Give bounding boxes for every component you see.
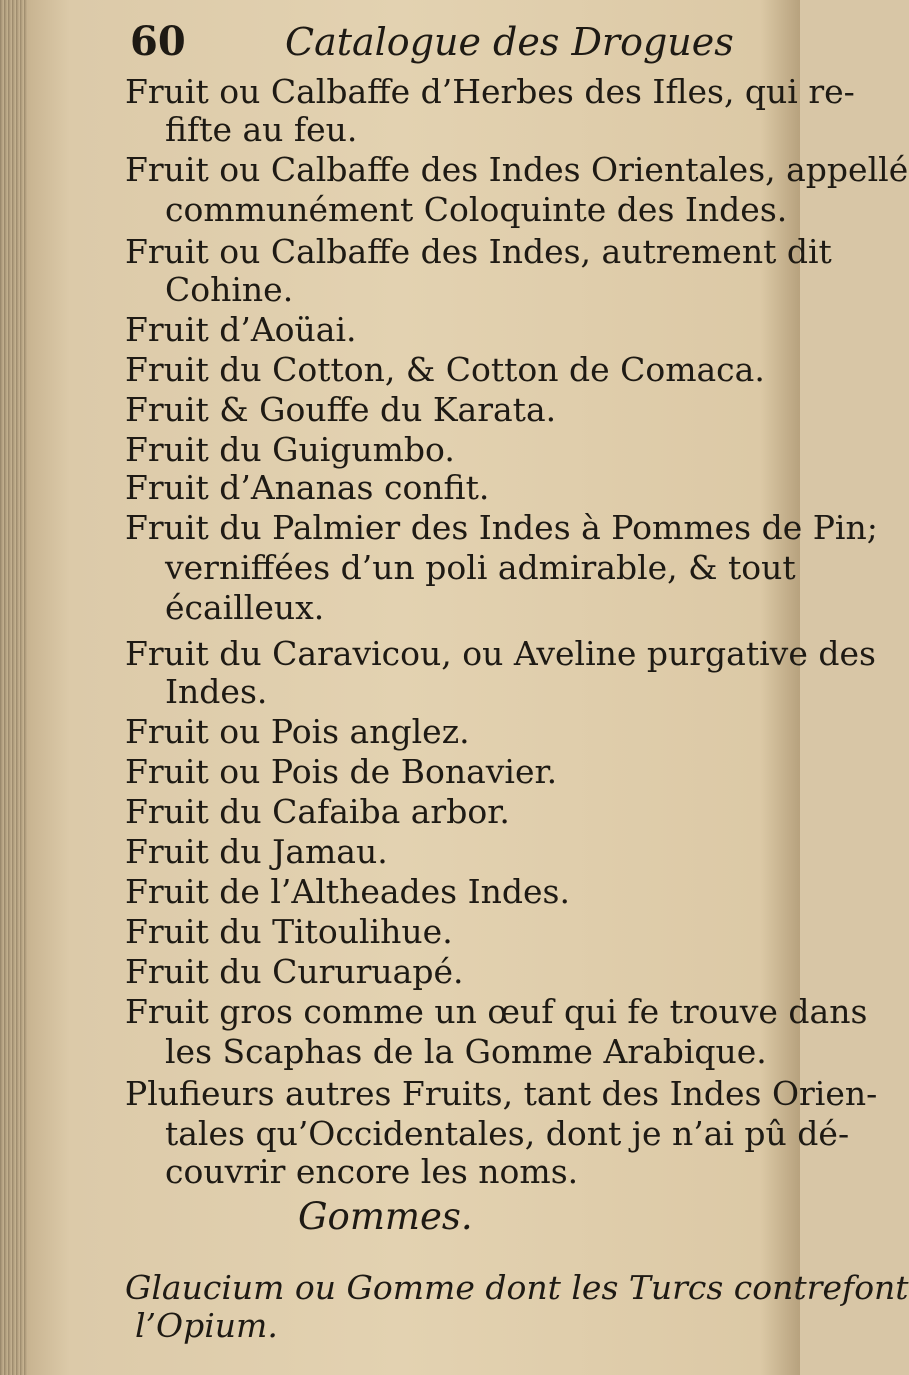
entry-line: Fruit du Guigumbo. <box>125 430 455 469</box>
running-title: Catalogue des Drogues <box>285 20 734 64</box>
entry-line: Fruit du Caravicou, ou Aveline purgative des <box>125 634 876 673</box>
section-heading: Gommes. <box>298 1195 473 1238</box>
entry-line: écailleux. <box>165 588 325 627</box>
entry-line: Fruit du Cotton, & Cotton de Comaca. <box>125 350 765 389</box>
entry-line: Fruit ou Calbaffe des Indes Orientales, appellé <box>125 150 909 189</box>
entry-line: communément Coloquinte des Indes. <box>165 190 788 229</box>
entry-line: Fruit d’Aoüai. <box>125 310 357 349</box>
entry-line: Fruit ou Calbaffe d’Herbes des Ifles, qui re- <box>125 72 855 111</box>
entry-line: les Scaphas de la Gomme Arabique. <box>165 1032 767 1071</box>
entry-line: Fruit d’Ananas confit. <box>125 468 490 507</box>
entry-line: Fruit ou Calbaffe des Indes, autrement dit <box>125 232 832 271</box>
entry-line: Cohine. <box>165 270 294 309</box>
entry-line: verniffées d’un poli admirable, & tout <box>165 548 796 587</box>
page-gutter <box>0 0 28 1375</box>
entry-line: tales qu’Occidentales, dont je n’ai pû dé- <box>165 1114 850 1153</box>
entry-line: Fruit du Cafaiba arbor. <box>125 792 510 831</box>
entry-line: Indes. <box>165 672 268 711</box>
entry-line: Plufieurs autres Fruits, tant des Indes Orien- <box>125 1074 878 1113</box>
entry-line: Fruit du Cururuapé. <box>125 952 464 991</box>
entry-line: Fruit de l’Altheades Indes. <box>125 872 570 911</box>
entry-line: Fruit gros comme un œuf qui fe trouve dans <box>125 992 868 1031</box>
entry-line: Fruit & Gouffe du Karata. <box>125 390 557 429</box>
page-number: 60 <box>130 18 186 65</box>
entry-line: Fruit du Jamau. <box>125 832 388 871</box>
entry-line: Fruit du Palmier des Indes à Pommes de Pin; <box>125 508 878 547</box>
entry-line: Fruit ou Pois de Bonavier. <box>125 752 558 791</box>
page-header <box>130 18 750 68</box>
entry-line: Glaucium ou Gomme dont les Turcs contrefont <box>125 1268 909 1307</box>
entry-line: Fruit du Titoulihue. <box>125 912 453 951</box>
entry-line: l’Opium. <box>135 1306 278 1345</box>
entry-line: couvrir encore les noms. <box>165 1152 579 1191</box>
entry-line: Fruit ou Pois anglez. <box>125 712 470 751</box>
entry-line: fifte au feu. <box>165 110 358 149</box>
